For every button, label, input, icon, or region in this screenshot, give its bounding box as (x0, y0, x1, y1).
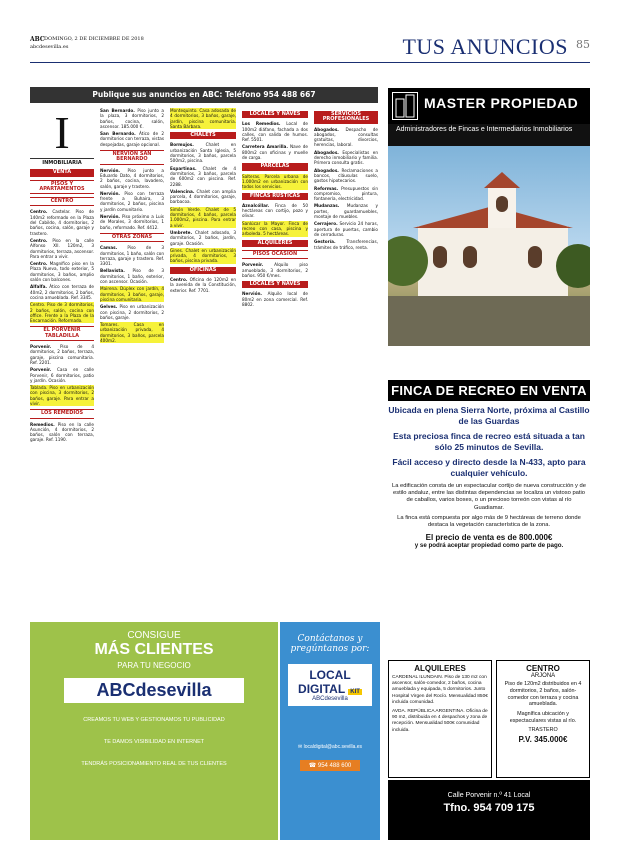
finca-access: Fácil acceso y directo desde la N-433, apto para cualquier vehículo. (392, 457, 586, 478)
highlighted-ad: Tablada. Piso en urbanización con piscina, 3 dormitorios, 2 baños, garaje. Para entrar a vivir. (30, 385, 94, 406)
finca-title: FINCA DE RECREO EN VENTA (388, 380, 590, 401)
classified-ad: Bellavista. Piso de 3 dormitorios, 1 baño, exterior, con ascensor. Ocasión. (100, 268, 164, 285)
classified-ad: Reformas. Presupuestos sin compromiso, pintura, fontanería, electricidad. (314, 185, 378, 202)
classified-ad: Remedios. Piso en la calle Asunción, 4 dormitorios, 2 baños, salón con terraza, garaje. Ref. 1190. (30, 421, 94, 443)
subcategory-heading: PISOS OCASIÓN (242, 250, 308, 259)
agency-listings (388, 660, 590, 840)
zone-heading: LOS REMEDIOS (30, 409, 94, 418)
rentals-title: ALQUILERES (414, 664, 466, 673)
classified-ad: Mudanzas. Mudanzas y portes, guardamuebles, montaje de muebles. (314, 203, 378, 220)
highlighted-ad: Tomares. Casa en urbanización privada, 4 dormitorios, 3 baños, parcela 400m2. (100, 322, 164, 343)
classified-ad: Nervión. Piso próximo a Luis de Morales, 3 dormitorios, 1 baño, reformado. Ref. 4412. (100, 214, 164, 230)
ad-benefit: TE DAMOS VISIBILIDAD EN INTERNET (103, 739, 205, 745)
section-title: TUS ANUNCIOS (402, 34, 568, 59)
classified-ad: San Bernardo. Ático de 2 dormitorios con terraza, vistas despejadas, garaje opcional. (100, 131, 164, 147)
finca-price-note: y se podrá aceptar propiedad como parte de pago. (414, 542, 564, 550)
classified-ad: Centro. Magnífico piso en la Plaza Nueva, todo exterior, 5 dormitorios, 3 baños, amplio salón con balcones. (30, 261, 94, 283)
publish-phone-bar: Publique sus anuncios en ABC: Teléfono 954 488 667 (30, 87, 378, 103)
classified-ad: Camas. Piso de 3 dormitorios, 1 baño, salón con terraza, garaje y trastero. Ref. 3301. (100, 245, 164, 267)
local-digital-name: LOCAL DIGITAL (298, 668, 351, 696)
category-heading: VENTA (30, 169, 94, 176)
finca-land: La finca está compuesta por algo más de 9 hectáreas de terreno donde destaca la vegetación característica de la zona. (397, 514, 581, 529)
rental-listing: AVDA. REPÚBLICA ARGENTINA. Oficina de 90 m2, distribuida en 4 despachos y zona de recepción. Mensualidad 500€ comunidad incluida. (392, 709, 488, 733)
centro-title: CENTRO (526, 664, 560, 673)
highlighted-ad: Centro. Piso de 3 dormitorios, 2 baños, salón, cocina con office. Frente a la Plaza de la Encarnación. Reformado. (30, 302, 94, 324)
highlighted-ad: Gines. Chalet en urbanización privada, 4 dormitorios, 3 baños, piscina privada. (170, 247, 236, 264)
classifieds-column-2 (100, 108, 164, 618)
master-propiedad-ad (388, 88, 590, 346)
classified-ad: Carretera Amarilla. Nave de 800m2 con oficinas y muelle de carga. (242, 144, 308, 161)
category-heading: OFICINAS (170, 267, 236, 274)
email-icon: ✉ (297, 744, 304, 750)
classifieds-column-1 (30, 108, 94, 618)
centro-extra: TRASTERO (528, 726, 558, 733)
classified-ad: Aznalcóllar. Finca de 50 hectáreas con cortijo, pozo y olivar. (242, 202, 308, 219)
property-photo (388, 146, 590, 346)
phone-icon: ☎ (308, 763, 318, 769)
website-link[interactable]: abcdesevilla.es (30, 44, 69, 50)
classified-ad: Abogados. Reclamaciones a bancos, cláusulas suelo, gastos hipotecarios. (314, 167, 378, 184)
classifieds-column-5 (314, 108, 378, 618)
classified-ad: Nervión. Piso con terraza frente a Buhaira, 3 dormitorios, 2 baños, piscina y jardín comunitario. (100, 190, 164, 212)
centro-price: P.V. 345.000€ (518, 734, 568, 744)
page-number: 85 (576, 38, 590, 51)
finca-distance: Esta preciosa finca de recreo está situada a tan sólo 25 minutos de Sevilla. (393, 431, 585, 452)
classified-ad: Los Remedios. Local de 100m2 diáfano, fachada a dos calles, con salida de humos. Ref. 5501. (242, 121, 308, 143)
classified-ad: Nervión. Alquilo local de 80m2 en zona comercial. Ref. 8802. (242, 291, 308, 308)
centro-box (496, 660, 590, 778)
classified-ad: San Bernardo. Piso junto a la plaza, 3 dormitorios, 2 baños, cocina, salón, ascensor. 185.000 €. (100, 108, 164, 129)
zone-heading: CENTRO (30, 197, 94, 206)
classified-ad: Centro. Oficina de 120m2 en la avenida de la Constitución, exterior. Ref. 7701. (170, 277, 236, 293)
abc-sevilla-brand: ABCdesevilla (312, 696, 348, 702)
abc-clients-ad (30, 622, 278, 840)
issue-date: DOMINGO, 2 DE DICIEMBRE DE 2018 (44, 36, 144, 42)
finca-description: La edificación consta de un espectacular cortijo de nueva construcción y de estilo andaluz, entre las distintas dependencias se localiza un vistoso patio de caballos, varios boxes, o un precioso torreón con vistas al río Guadiamar. (392, 483, 586, 511)
ad-email[interactable]: ✉ localdigital@abc.sevilla.es (297, 744, 363, 750)
agency-contact (388, 780, 590, 840)
master-propiedad-header (388, 88, 590, 124)
building-logo-icon (392, 92, 418, 120)
finca-sale-ad (388, 380, 590, 549)
highlighted-ad: Montequinto. Casa adosada de 4 dormitorios, 3 baños, garaje, jardín, piscina comunitaria. Santa Bárbara. (170, 108, 236, 129)
category-heading: SERVICIOS PROFESIONALES (314, 111, 378, 124)
kit-badge: KIT (350, 689, 360, 695)
highlighted-ad: Mairena. Dúplex con jardín, 4 dormitorios, 3 baños, garaje, piscina comunitaria. (100, 286, 164, 302)
category-heading: PARCELAS (242, 163, 308, 170)
category-title: INMOBILIARIA (42, 160, 82, 166)
brand-subtitle: Administradores de Fincas e Intermediarios Inmobiliarios (388, 124, 590, 146)
classified-ad: Valencina. Chalet con amplia parcela, 4 dormitorios, garaje, barbacoa. (170, 188, 236, 205)
local-digital-ad (280, 622, 380, 840)
classified-ad: Abogados. Especialistas en derecho inmobiliario y familia. Primera consulta gratis. (314, 149, 378, 166)
rentals-box (388, 660, 492, 778)
centro-description: Piso de 120m2 distribuidos en 4 dormitorios, 2 baños, salón-comedor con terraza y cocina amueblada. (504, 681, 582, 708)
classified-ad: Nervión. Piso junto a Eduardo Dato, 4 dormitorios, 2 baños, cocina, lavadero, salón, garaje y trastero. (100, 167, 164, 189)
classified-ad: Bormujos. Chalet en urbanización Santa Iglesia, 5 dormitorios, 3 baños, parcela 500m2, piscina. (170, 142, 236, 164)
classified-ad: Gestoría. Transferencias, trámites de tráfico, renta. (314, 239, 378, 250)
classified-ad: Espartinas. Chalet de 4 dormitorios, 3 baños, parcela de 600m2 con piscina. Ref. 2288. (170, 165, 236, 187)
classified-ad: Centro. Piso en la calle Alfonso XII. 120m2, 3 dormitorios, terraza, ascensor. Para entrar a vivir. (30, 237, 94, 259)
classifieds-column-3 (170, 108, 236, 618)
section-initial: I (30, 108, 94, 159)
zone-heading: NERVIÓN SAN BERNARDO (100, 150, 164, 165)
header-divider (30, 62, 590, 63)
category-heading: LOCALES Y NAVES (242, 111, 308, 118)
ad-contact-line: Contáctanos y pregúntanos por: (290, 634, 370, 654)
classified-ad: Cerrajero. Servicio 24 horas, apertura de puertas, cambio de cerraduras. (314, 221, 378, 237)
category-heading: FINCAS RÚSTICAS (242, 193, 308, 200)
newspaper-logo: ABC (30, 36, 45, 43)
rental-listing: CARDENAL ILUNDAIN. Piso de 130 m2 con ascensor, salón-comedor, 2 baños, cocina amueblada y equipada, 5 dormitorios. Junto Hospital Virgen del Rocío. Mensualidad 850€ incluida comunidad. (392, 675, 488, 705)
classified-ad: Abogados. Despacho de abogados, consultas gratuitas, divorcios, herencias, laboral. (314, 126, 378, 148)
centro-views: Magnífica ubicación y espectaculares vistas al río. (509, 711, 577, 724)
page-header (30, 36, 590, 58)
local-digital-logo (288, 664, 372, 706)
classified-ad: Umbrete. Chalet adosado, 3 dormitorios, 2 baños, jardín, garaje. Ocasión. (170, 229, 236, 246)
zone-heading: EL PORVENIR TABLADILLA (30, 326, 94, 341)
agency-phone[interactable]: Tfno. 954 709 175 (443, 802, 535, 814)
classified-ad: Alfalfa. Ático con terraza de 40m2, 2 dormitorios, 2 baños, cocina amueblada. Ref. 3345. (30, 284, 94, 300)
ad-line-3: PARA TU NEGOCIO (117, 661, 191, 670)
highlighted-ad: Simón Verde. Chalet de 5 dormitorios, 4 baños, parcela 1.000m2, piscina. Para entrar a vivir. (170, 206, 236, 228)
classified-ad: Porvenir. Alquilo piso amueblado, 3 dormitorios, 2 baños. 950 €/mes. (242, 262, 308, 278)
agency-address: Calle Porvenir n.º 41 Local (447, 792, 531, 799)
centro-street: ARJONA (530, 673, 556, 679)
finca-price: El precio de venta es de 800.000€ (425, 533, 553, 543)
classified-ad: Centro. Castelar. Piso de 140m2 reformado en la Plaza del Cabildo, 4 dormitorios, 2 baños, cocina, salón, garaje y trastero. (30, 209, 94, 236)
category-heading: ALQUILERES (242, 240, 308, 247)
ad-line-1: CONSIGUE (127, 630, 181, 641)
classified-ad: Porvenir. Piso de 4 dormitorios, 2 baños, terraza, garaje, piscina comunitaria. Ref. 2201. (30, 344, 94, 365)
classified-ad: Porvenir. Casa en calle Porvenir, 6 dormitorios, patio y jardín. Ocasión. (30, 367, 94, 383)
zone-heading: OTRAS ZONAS (100, 233, 164, 242)
ad-benefit: TENDRÁS POSICIONAMIENTO REAL DE TUS CLIENTES (81, 761, 227, 767)
ad-benefit: CREAMOS TU WEB Y GESTIONAMOS TU PUBLICIDAD (83, 717, 225, 723)
highlighted-ad: Sanlúcar la Mayor. Finca de recreo con casa, piscina y arboleda. 5 hectáreas. (242, 220, 308, 237)
category-heading: CHALETS (170, 132, 236, 139)
ad-line-2: MÁS CLIENTES (94, 641, 214, 658)
finca-location: Ubicada en plena Sierra Norte, próxima al Castillo de las Guardas (388, 405, 590, 426)
ad-phone[interactable]: ☎ 954 488 600 (300, 760, 360, 771)
brand-title: MASTER PROPIEDAD (424, 95, 579, 111)
abc-sevilla-logo: ABCdesevilla (64, 678, 244, 703)
classified-ad: Gelves. Piso en urbanización con piscina, 2 dormitorios, 2 baños, garaje. (100, 304, 164, 320)
highlighted-ad: Salteras. Parcela urbana de 1.000m2 en urbanización con todos los servicios. (242, 173, 308, 190)
category-heading: LOCALES Y NAVES (242, 281, 308, 288)
subcategory-heading: PISOS Y APARTAMENTOS (30, 180, 94, 195)
classifieds-column-4 (242, 108, 308, 618)
